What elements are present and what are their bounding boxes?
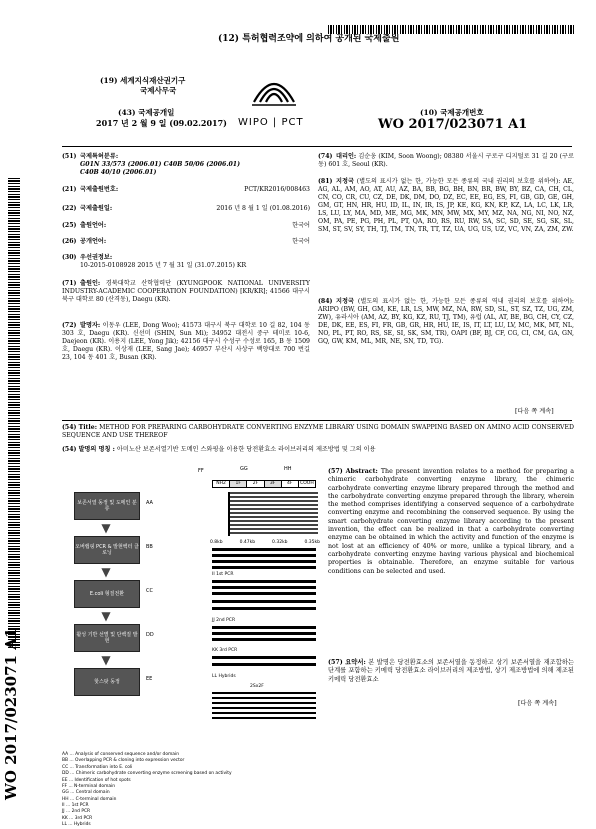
document-title: (12) 특허협력조약에 의하여 공개된 국제출원 [218, 34, 400, 44]
field-71: (71) 출원인: 경북대학교 산학협력단 (KYUNGPOOK NATIONAL UNIVERSITY INDUSTRY-ACADEMIC COOPERATION FOUNDATION) [KR/KR]; 41566 대구시 북구 대학로 80 (산격동), Daegu (KR). [62, 280, 311, 304]
pcr-3-label: KK 3rd PCR [212, 648, 238, 653]
arrow-down-icon: ▼ [101, 609, 111, 623]
title-ko: (54) 발명의 명칭 : 아미노산 보존서열기반 도메인 스와핑을 이용한 당전환효소 라이브러리의 제조방법 및 그의 이용 [62, 446, 376, 453]
continued-note-2: [다음 쪽 계속] [518, 700, 557, 707]
pubdate: 2017 년 2 월 9 일 (09.02.2017) [96, 118, 227, 128]
title-divider [62, 420, 572, 421]
arrow-down-icon: ▼ [101, 565, 111, 579]
pcr-2-bars [212, 626, 316, 644]
pcr-1-bars [212, 580, 316, 596]
hybrids-label: LL Hybrids [212, 674, 236, 679]
field-22: (22) 국제출원일: 2016 년 8 월 1 일 (01.08.2016) [62, 205, 310, 212]
step-tag-1: AA [146, 500, 153, 506]
field-84: (84) 지정국 (별도의 표시가 없는 한, 가능한 모든 종류의 역내 권리의 보호를 위하여): ARIPO (BW, GH, GM, KE, LR, LS, MW, MZ, NA, RW, SD, SL, ST, SZ, TZ, UG, ZM, ZW), 유라시아 (AM, AZ, BY, KG, KZ, RU, TJ, TM), 유럽 (AL, AT, BE, BG, CH, CY, CZ, DE, DK, EE, ES, FI, FR, GB, GR, HR, HU, IE, IS, IT, LT, LU, LV, MC, MK, MT, NL, NO, PL, PT, RO, RS, SE, SI, SK, SM, TR), OAPI (BF, BJ, CF, CG, CI, CM, GA, GN, GQ, GW, KM, ML, MR, NE, SN, TD, TG). [318, 298, 574, 346]
abstract-ko: (57) 요약서: 본 발명은 당전환효소의 보존서열을 동정하고 상기 보존서열을 재조합하는 단계를 포함하는 키메릭 당전환효소 라이브러리의 제조방법, 상기 제조방법에 의해 제조된 키메릭 당전환효소 [328, 659, 574, 683]
step-tag-4: DD [146, 632, 154, 638]
field-74: (74) 대리인: 김순웅 (KIM, Soon Woong); 08380 서울시 구로구 디지털로 31 길 20 (구로동) 601 호, Seoul (KR). [318, 153, 575, 169]
pcr-3-bars [212, 656, 316, 670]
figure-legend: AA ... Analysis of conserved sequence and/or domain BB ... Overlapping PCR & cloning into expression vector CC ... Transformation into E. coli DD ... Chimeric carbohydrate converting enzyme screening based on activity EE ... Identification of hot spots FF ... N-terminal domain GG ... Central domain HH ... C-terminal domain II ... 1st PCR JJ ... 2nd PCR KK ... 3rd PCR LL ... Hybrids [62, 752, 232, 828]
fig-label-ff: FF [198, 468, 204, 474]
fig-label-hh: HH [284, 466, 292, 472]
wipo-logo [250, 72, 298, 112]
step-box-3: E.coli 형질전환 [74, 580, 140, 608]
field-26: (26) 공개언어: 한국어 [62, 238, 310, 245]
field-25: (25) 출원언어: 한국어 [62, 222, 310, 229]
field-51: (51) 국제특허분류: G01N 33/573 (2006.01) C40B 50/06 (2006.01) C40B 40/10 (2006.01) [62, 153, 241, 177]
abstract-figure [60, 466, 322, 736]
header-divider [62, 146, 572, 147]
bottom-label: 2Sx2F [250, 684, 264, 689]
step-box-2: 오버랩핑 PCR & 발현벡터 클로닝 [74, 536, 140, 564]
size-labels: 0.8kb 0.47kb 0.32kb 0.35kb [210, 540, 320, 545]
org-name: (19) 세계지식재산권기구 [100, 76, 186, 85]
arrow-down-icon: ▼ [101, 653, 111, 667]
side-pubnum: WO 2017/023071 A1 [2, 627, 20, 800]
domain-bar: NH2 1F 2F 3F 4F COOH [212, 480, 316, 488]
fig-label-gg: GG [240, 466, 248, 472]
field-30: (30) 우선권정보: 10-2015-0108928 2015 년 7 월 31 일 (31.07.2015) KR [62, 254, 247, 270]
pubdate-label: (43) 국제공개일 [118, 108, 175, 117]
pcr-2-label: JJ 2nd PCR [212, 618, 236, 623]
step-tag-3: CC [146, 588, 153, 594]
hybrid-bars [212, 692, 316, 722]
fragment-bars [212, 548, 316, 570]
step-box-5: 핫스팟 동정 [74, 668, 140, 696]
pcr-1-label: II 1st PCR [212, 572, 234, 577]
field-72: (72) 발명자: 이동우 (LEE, Dong Woo); 41573 대구시 북구 대학로 10 길 82, 104 동 303 호, Daegu (KR). 신선미 (SHIN, Sun Mi); 34952 대전시 중구 테미로 10-6, Daejeon (KR). 이용지 (LEE, Yong Jik); 42156 대구시 수성구 수성로 165, B 동 1509 호, Daegu (KR). 이상재 (LEE, Sang Jae); 46957 부산시 사상구 백양대로 700 번길 23, 104 동 401 호, Busan (KR). [62, 322, 310, 362]
continued-note-1: [다음 쪽 계속] [515, 408, 554, 415]
abstract-en: (57) Abstract: The present invention relates to a method for preparing a chimeric carbohydrate converting enzyme library, the chimeric carbohydrate converting enzyme library prepared through the method and the carbohydrate converting enzyme prepared through the library, wherein the method comprises identifying a conserved sequence of a carbohydrate converting enzyme and recombining the conserved sequence. By using the smart carbohydrate converting enzyme library according to the present invention, the effect can be realized in that a carbohydrate converting enzyme can be obtained in which the activity and function of the enzyme is not lost at an efficiency of 40% or more, unlike a typical library, and a carbohydrate converting enzyme having various physical and biochemical properties is obtainable. Therefore, an enzyme suitable for various conditions can be selected and used. [328, 468, 574, 575]
title-en: (54) Title: METHOD FOR PREPARING CARBOHYDRATE CONVERTING ENZYME LIBRARY USING DOMAIN SWAPPING BASED ON AMINO ACID CONSERVED SEQUENCE AND USE THEREOF [62, 424, 574, 440]
step-box-4: 활성 기반 선별 및 단백질 발현 [74, 624, 140, 652]
field-81: (81) 지정국 (별도의 표시가 없는 한, 가능한 모든 종류의 국내 권리의 보호를 위하여): AE, AG, AL, AM, AO, AT, AU, AZ, BA, BB, BG, BH, BN, BR, BW, BY, BZ, CA, CH, CL, CN, CO, CR, CU, CZ, DE, DK, DM, DO, DZ, EC, EE, EG, ES, FI, GB, GD, GE, GH, GM, GT, HN, HR, HU, ID, IL, IN, IR, IS, JP, KE, KG, KN, KP, KZ, LA, LC, LK, LR, LS, LU, LY, MA, MD, ME, MG, MK, MN, MW, MX, MY, MZ, NA, NG, NI, NO, NZ, OM, PA, PE, PG, PH, PL, PT, QA, RO, RS, RU, RW, SA, SC, SD, SE, SG, SK, SL, SM, ST, SV, SY, TH, TJ, TM, TN, TR, TT, TZ, UA, UG, US, UZ, VC, VN, ZA, ZM, ZW. [318, 178, 575, 234]
field-21: (21) 국제출원번호: PCT/KR2016/008463 [62, 186, 310, 193]
wipo-text: WIPO | PCT [238, 117, 304, 128]
pcr-1b-bars [212, 600, 316, 614]
step-box-1: 보존서열 동정 및 도메인 분류 [74, 492, 140, 520]
pubnum-label: (10) 국제공개번호 [420, 108, 484, 117]
arrow-down-icon: ▼ [101, 521, 111, 535]
step-tag-5: EE [146, 676, 153, 682]
pubnum: WO 2017/023071 A1 [378, 117, 528, 132]
barcode-top [328, 25, 576, 34]
barcode-side [8, 178, 20, 648]
bureau: 국제사무국 [140, 86, 177, 95]
step-tag-2: BB [146, 544, 153, 550]
